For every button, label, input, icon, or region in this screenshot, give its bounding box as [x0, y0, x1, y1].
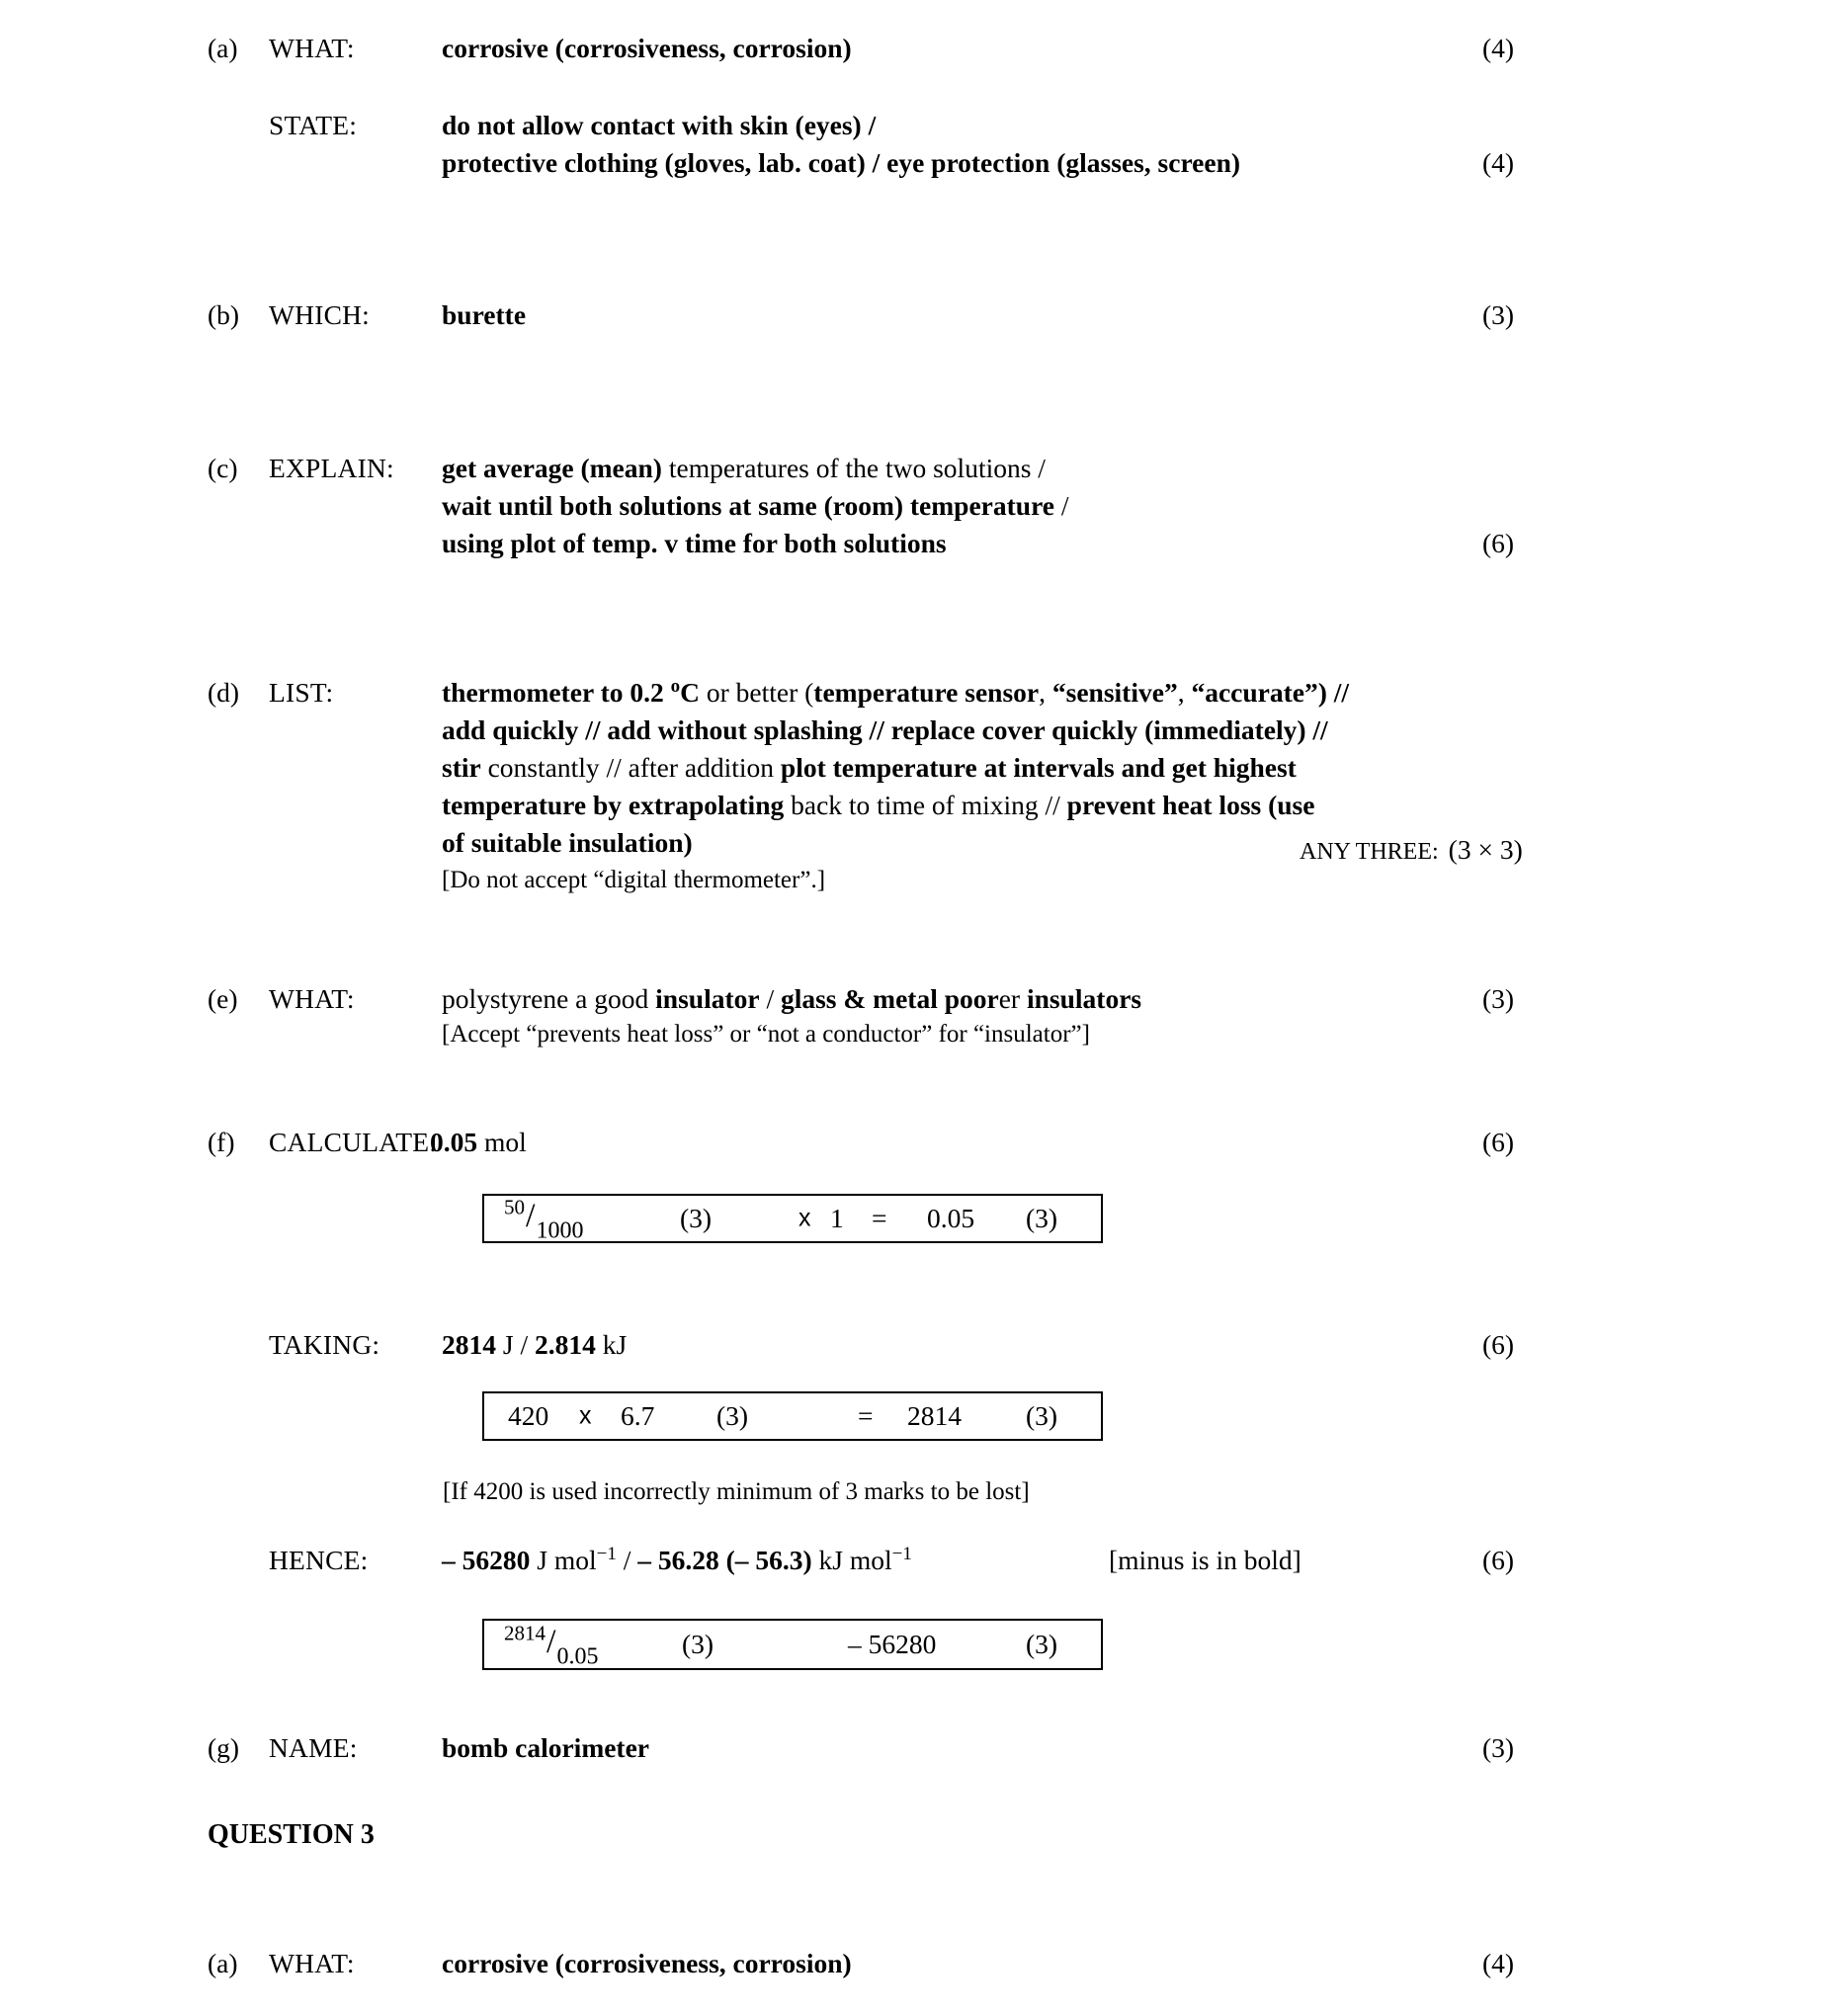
d-l1-b1: thermometer to 0.2	[442, 677, 671, 708]
marks-taking: (6)	[1482, 1329, 1515, 1360]
c-line-3-bold: using plot of temp. v time for both solutions	[442, 528, 947, 558]
part-letter-d: (d)	[208, 677, 240, 708]
e-b1: insulator	[655, 983, 760, 1014]
box1-mark-1: (3)	[680, 1203, 713, 1233]
box3-denominator: 0.05	[556, 1643, 599, 1670]
hence-separator: /	[616, 1545, 638, 1575]
marks-hence: (6)	[1482, 1545, 1515, 1575]
d-l4-r1: back to time of mixing //	[784, 790, 1067, 820]
part-letter-f: (f)	[208, 1127, 235, 1157]
c-line-2-rest: /	[1054, 490, 1069, 521]
answer-row-e	[208, 980, 1482, 1051]
box3-fraction	[504, 1621, 599, 1670]
calculation-box-3	[482, 1619, 1103, 1670]
cue-hence: HENCE:	[269, 1545, 369, 1575]
e-line-1	[442, 980, 1482, 1018]
d-line-4	[442, 787, 1522, 824]
answer-row-g	[208, 1729, 1482, 1767]
d-l1-b2: C	[680, 677, 700, 708]
e-note: [Accept “prevents heat loss” or “not a conductor” for “insulator”]	[442, 1021, 1090, 1048]
d-l3-b2: plot temperature at intervals and get highest	[780, 752, 1297, 783]
cue-state: STATE:	[269, 110, 358, 140]
cue-taking: TAKING:	[269, 1329, 380, 1360]
question-heading: QUESTION 3	[208, 1819, 375, 1850]
any-three-marks: (3 × 3)	[1448, 834, 1523, 865]
hence-minus-2: –	[637, 1545, 658, 1575]
marks-e: (3)	[1482, 983, 1515, 1014]
e-r1: polystyrene a good	[442, 983, 656, 1014]
answer-text-taking	[442, 1326, 1482, 1364]
c-line-2-bold: wait until both solutions at same (room) temperature	[442, 490, 1054, 521]
answer-text-hence	[442, 1542, 1482, 1579]
d-l4-b2: prevent heat loss (use	[1066, 790, 1315, 820]
d-l1-r2: ,	[1039, 677, 1052, 708]
marks-a-state: (4)	[1482, 147, 1515, 178]
marks-c: (6)	[1482, 528, 1515, 558]
part-letter-b: (b)	[208, 299, 240, 330]
part-letter-e: (e)	[208, 983, 238, 1014]
cue-explain: EXPLAIN:	[269, 453, 394, 483]
answer-text-a: corrosive (corrosiveness, corrosion)	[442, 33, 852, 63]
cue-what: WHAT:	[269, 33, 355, 63]
part-letter-c: (c)	[208, 453, 238, 483]
box1-multiplier: 1	[830, 1203, 844, 1233]
marks-g: (3)	[1482, 1732, 1515, 1763]
box3-result: – 56280	[848, 1629, 937, 1659]
cue-calculate: CALCULATE:	[269, 1127, 438, 1157]
taking-bold-2: 2.814	[534, 1329, 596, 1360]
hence-bold-2: 56.28 (– 56.3)	[657, 1545, 812, 1575]
f-answer-rest: mol	[477, 1127, 527, 1157]
cue-what-a2: WHAT:	[269, 1948, 355, 1978]
d-note: [Do not accept “digital thermometer”.]	[442, 867, 826, 893]
box3-mark-2: (3)	[1026, 1629, 1058, 1659]
cue-what-e: WHAT:	[269, 983, 355, 1014]
box1-denominator: 1000	[536, 1217, 584, 1244]
part-letter-g: (g)	[208, 1732, 240, 1763]
answer-row-a-state	[208, 107, 1482, 182]
box2-value-1: 420	[508, 1400, 549, 1431]
e-b3: insulators	[1026, 983, 1142, 1014]
e-r2: /	[759, 983, 781, 1014]
a-state-line-1: do not allow contact with skin (eyes) /	[442, 110, 877, 140]
d-l3-b1: stir	[442, 752, 481, 783]
box1-numerator: 50	[504, 1195, 525, 1219]
answer-row-a2	[208, 1945, 1482, 1982]
hence-bold-1: 56280	[462, 1545, 531, 1575]
part-letter-a: (a)	[208, 33, 238, 63]
answer-row-c	[208, 450, 1482, 562]
answer-row-taking	[208, 1326, 1482, 1364]
box2-mark-2: (3)	[1026, 1400, 1058, 1431]
c-line-3	[442, 525, 1482, 562]
taking-bold-1: 2814	[442, 1329, 496, 1360]
c-line-2	[442, 487, 1482, 525]
d-l1-r3: ,	[1177, 677, 1192, 708]
any-three-text: ANY THREE:	[1300, 839, 1439, 865]
box3-mark-1: (3)	[682, 1629, 714, 1659]
marks-a2: (4)	[1482, 1948, 1515, 1978]
box1-fraction	[504, 1195, 584, 1244]
calculation-box-2	[482, 1391, 1103, 1441]
calculation-box-1	[482, 1194, 1103, 1243]
hence-exponent-1: −1	[596, 1543, 617, 1564]
c-line-1-bold: get average (mean)	[442, 453, 662, 483]
hence-rest-2: kJ mol	[811, 1545, 892, 1575]
answer-text-e	[442, 980, 1482, 1051]
answer-text-g: bomb calorimeter	[442, 1732, 649, 1763]
box2-mark-1: (3)	[716, 1400, 749, 1431]
marks-f: (6)	[1482, 1127, 1515, 1157]
answer-row-f	[208, 1124, 1482, 1161]
d-line-3	[442, 749, 1522, 787]
d-line-1	[442, 674, 1522, 712]
part-letter-a2: (a)	[208, 1948, 238, 1978]
d-l1-b3: temperature sensor	[813, 677, 1040, 708]
d-l2-r1: //	[1305, 714, 1328, 745]
d-l1-b4: “sensitive”	[1051, 677, 1178, 708]
marks-a-what: (4)	[1482, 33, 1515, 63]
hence-rest-1: J mol	[530, 1545, 597, 1575]
d-l3-r1: constantly // after addition	[480, 752, 781, 783]
marks-b: (3)	[1482, 299, 1515, 330]
degree-symbol: o	[670, 675, 681, 697]
cue-which: WHICH:	[269, 299, 371, 330]
box3-numerator: 2814	[504, 1621, 546, 1645]
f-answer-bold: 0.05	[430, 1127, 478, 1157]
cue-list: LIST:	[269, 677, 334, 708]
e-b2: glass & metal poor	[780, 983, 999, 1014]
cue-name: NAME:	[269, 1732, 358, 1763]
answer-text-a2: corrosive (corrosiveness, corrosion)	[442, 1948, 852, 1978]
d-l1-r4: ) //	[1317, 677, 1350, 708]
box1-result: 0.05	[927, 1203, 975, 1233]
c-line-1-rest: temperatures of the two solutions /	[661, 453, 1046, 483]
box1-slash: /	[526, 1197, 536, 1234]
answer-text-b: burette	[442, 299, 527, 330]
answer-text-f	[430, 1124, 1482, 1161]
box2-value-2: 6.7	[621, 1400, 655, 1431]
taking-rest-1: J /	[496, 1329, 535, 1360]
answer-row-b	[208, 296, 1482, 334]
a-state-line-2: protective clothing (gloves, lab. coat) / eye protection (glasses, screen)	[442, 147, 1241, 178]
box2-result: 2814	[907, 1400, 962, 1431]
c-line-1	[442, 450, 1482, 487]
hence-minus-1: –	[442, 1545, 462, 1575]
d-l4-b1: temperature by extrapolating	[442, 790, 785, 820]
d-l1-b5: “accurate”	[1191, 677, 1318, 708]
d-l1-r1: or better (	[700, 677, 814, 708]
box3-slash: /	[546, 1623, 556, 1660]
hence-exponent-2: −1	[891, 1543, 912, 1564]
hence-annotation: [minus is in bold]	[1109, 1545, 1302, 1575]
any-three-label	[1300, 833, 1523, 869]
answer-text-c	[442, 450, 1482, 562]
answer-row-a-what	[208, 30, 1482, 67]
d-l2-b1: add quickly // add without splashing // replace cover quickly (immediately)	[442, 714, 1306, 745]
d-line-2	[442, 712, 1522, 749]
box2-operator: x	[579, 1401, 592, 1430]
box1-operator: x	[798, 1204, 811, 1232]
box1-mark-2: (3)	[1026, 1203, 1058, 1233]
box2-equals: =	[858, 1400, 874, 1431]
note-4200: [If 4200 is used incorrectly minimum of 3 marks to be lost]	[443, 1478, 1030, 1505]
answer-text-a-state	[442, 107, 1482, 182]
d-l5-b1: of suitable insulation)	[442, 827, 693, 858]
e-r3: er	[998, 983, 1027, 1014]
taking-rest-2: kJ	[595, 1329, 628, 1360]
box1-equals: =	[872, 1203, 887, 1233]
